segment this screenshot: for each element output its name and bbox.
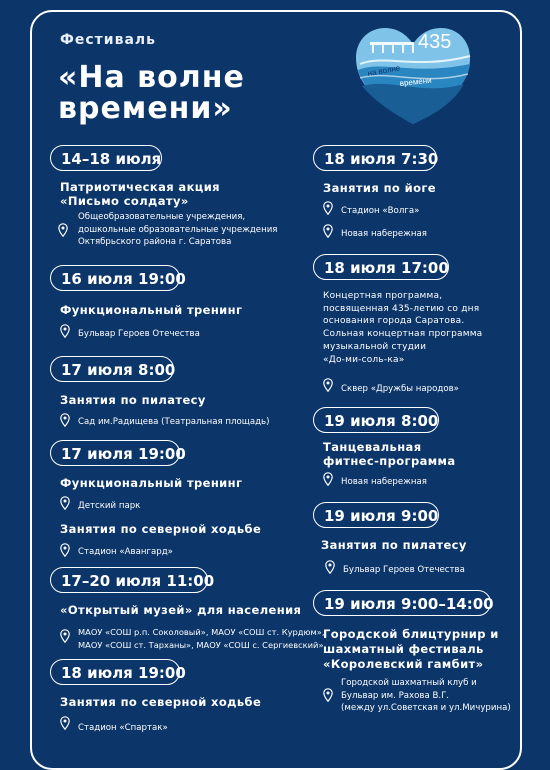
event-location: Новая набережная <box>341 477 427 487</box>
event-date-badge: 17–20 июля 11:00 <box>50 567 208 593</box>
location-pin-icon <box>60 543 70 557</box>
event-location: Стадион «Авангард» <box>78 547 173 557</box>
event-title-line: «Королевский гамбит» <box>323 657 484 671</box>
event-location: Сквер «Дружбы народов» <box>341 384 459 394</box>
description-line: музыкальной студии <box>323 341 427 352</box>
event-title: Занятия по пилатесу <box>321 538 467 552</box>
location-line: МАОУ «СОШ ст. Тарханы», МАОУ «СОШ с. Сергиевский» <box>78 639 324 650</box>
festival-subtitle: Фестиваль <box>60 32 157 48</box>
title-line-2: времени» <box>58 91 233 126</box>
location-pin-icon <box>60 413 70 427</box>
event-date-badge: 18 июля 7:30 <box>313 145 437 171</box>
event-title-line: фитнес-программа <box>323 454 456 468</box>
description-line: посвященная 435-летию со дня <box>323 303 480 314</box>
event-location: Бульвар Героев Отечества <box>78 329 200 339</box>
location-pin-icon <box>323 688 333 702</box>
event-date-badge: 17 июля 8:00 <box>50 356 174 382</box>
logo-text-1: на волне <box>366 63 401 78</box>
location-line: дошкольные образовательные учреждения <box>78 224 278 235</box>
event-date-badge: 19 июля 9:00–14:00 <box>313 590 491 616</box>
event-title: Занятия по северной ходьбе <box>60 522 262 536</box>
logo-text-2: времени <box>399 75 433 88</box>
location-pin-icon <box>60 629 70 643</box>
event-title <box>60 180 220 208</box>
event-title: «Открытый музей» для населения <box>60 603 302 617</box>
event-title <box>323 627 499 672</box>
description-line: «До-ми-соль-ка» <box>323 354 405 365</box>
location-line: Бульвар им. Рахова В.Г. <box>341 690 450 701</box>
event-location: Бульвар Героев Отечества <box>343 565 465 575</box>
location-pin-icon <box>58 223 68 237</box>
location-pin-icon <box>325 560 335 574</box>
location-pin-icon <box>323 378 333 392</box>
location-line: МАОУ «СОШ р.п. Соколовый», МАОУ «СОШ ст. Курдюм», <box>78 627 325 637</box>
location-pin-icon <box>60 496 70 510</box>
event-title: Функциональный тренинг <box>60 476 243 490</box>
event-title: Занятия по северной ходьбе <box>60 695 262 709</box>
event-date-badge: 19 июля 8:00 <box>313 407 439 433</box>
festival-title <box>58 62 245 124</box>
event-location: Детский парк <box>78 501 141 511</box>
event-title-line: Городской блицтурнир и <box>323 627 499 641</box>
location-pin-icon <box>323 472 333 486</box>
anniversary-logo <box>352 24 474 126</box>
event-title-line: Танцевальная <box>323 440 422 454</box>
event-location <box>341 677 511 715</box>
event-title <box>323 440 456 468</box>
event-location <box>78 626 325 651</box>
location-line: Октябрьского района г. Саратова <box>78 237 232 247</box>
event-title-line: шахматный фестиваль <box>323 642 484 656</box>
event-description <box>323 290 482 366</box>
event-date-badge: 17 июля 19:00 <box>50 440 180 466</box>
location-pin-icon <box>323 201 333 215</box>
event-location: Стадион «Волга» <box>341 206 420 216</box>
description-line: основания города Саратова. <box>323 316 465 327</box>
event-date-badge: 18 июля 17:00 <box>313 254 449 280</box>
event-date-badge: 16 июля 19:00 <box>50 265 180 291</box>
location-pin-icon <box>60 324 70 338</box>
event-title: Функциональный тренинг <box>60 303 243 317</box>
event-title-line: Патриотическая акция <box>60 180 220 194</box>
event-date-badge: 14–18 июля <box>50 145 162 171</box>
event-date-badge: 18 июля 19:00 <box>50 659 180 685</box>
location-line: Городской шахматный клуб и <box>341 678 477 688</box>
description-line: Концертная программа, <box>323 291 443 301</box>
event-title: Занятия по йоге <box>323 181 436 195</box>
event-location: Новая набережная <box>341 229 427 239</box>
event-title: Занятия по пилатесу <box>60 393 206 407</box>
event-location <box>78 211 277 249</box>
location-pin-icon <box>60 716 70 730</box>
event-title-line: «Письмо солдату» <box>60 194 189 208</box>
event-location: Сад им.Радищева (Театральная площадь) <box>78 417 270 427</box>
description-line: Сольная концертная программа <box>323 329 483 340</box>
event-location: Стадион «Спартак» <box>78 723 168 733</box>
event-date-badge: 19 июля 9:00 <box>313 502 439 528</box>
location-pin-icon <box>323 224 333 238</box>
title-line-1: «На волне <box>58 60 245 95</box>
location-line: Общеобразовательные учреждения, <box>78 212 246 222</box>
logo-number: 435 <box>418 31 452 53</box>
location-line: (между ул.Советская и ул.Мичурина) <box>341 703 511 713</box>
